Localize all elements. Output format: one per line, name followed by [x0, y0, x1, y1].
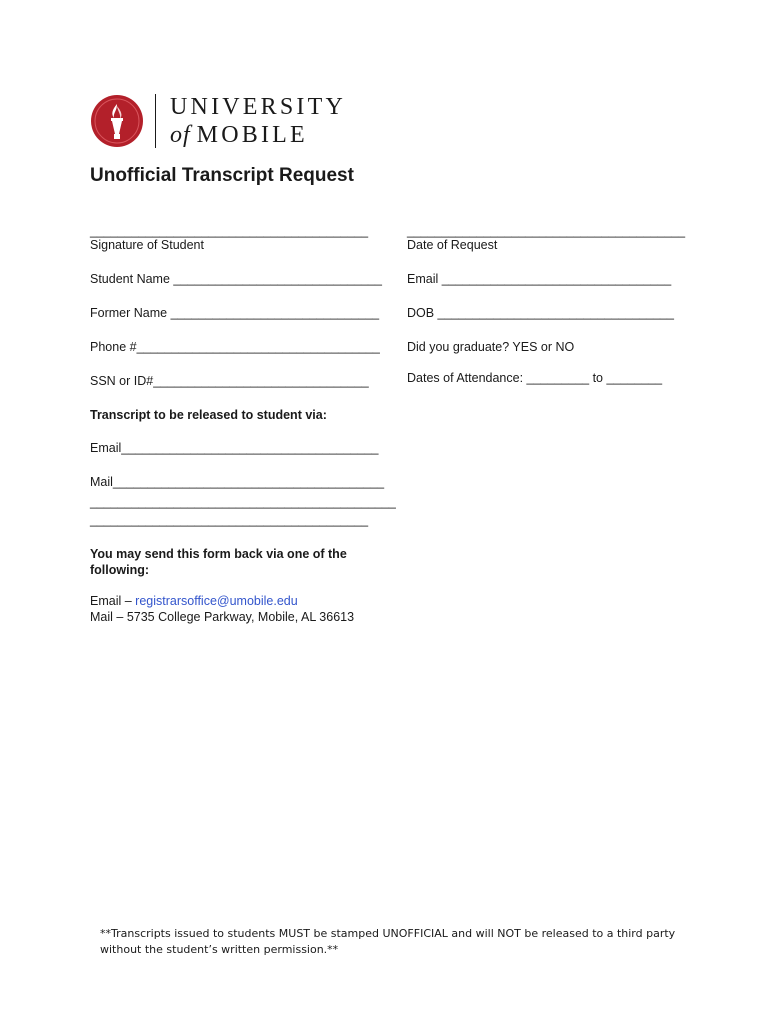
- send-back-email-prefix: Email –: [90, 594, 136, 608]
- release-mail-line-3[interactable]: ________________________________________: [90, 513, 369, 527]
- ssn-id-field[interactable]: SSN or ID#_______________________________: [90, 374, 369, 388]
- email-field[interactable]: Email _________________________________: [407, 272, 672, 286]
- dob-field[interactable]: DOB __________________________________: [407, 306, 674, 320]
- logo-wordmark-university: UNIVERSITY: [170, 94, 346, 120]
- release-email-field[interactable]: Email_____________________________________: [90, 441, 379, 455]
- footnote-disclaimer: **Transcripts issued to students MUST be stamped UNOFFICIAL and will NOT be released to a third party without the student’s written permission.**: [100, 927, 676, 956]
- logo-of-text: of: [170, 122, 191, 148]
- former-name-field[interactable]: Former Name ______________________________: [90, 306, 380, 320]
- page-title: Unofficial Transcript Request: [90, 165, 354, 186]
- logo-wordmark-of-mobile: [170, 122, 308, 149]
- graduated-question[interactable]: Did you graduate? YES or NO: [407, 340, 575, 354]
- student-name-field[interactable]: Student Name ______________________________: [90, 272, 382, 286]
- release-heading: Transcript to be released to student via:: [90, 408, 327, 422]
- phone-field[interactable]: Phone #___________________________________: [90, 340, 380, 354]
- send-back-heading-line-2: following:: [90, 563, 150, 577]
- logo-divider: [155, 94, 156, 148]
- university-seal-logo: [90, 94, 144, 148]
- signature-line[interactable]: ________________________________________: [90, 224, 369, 238]
- signature-label: Signature of Student: [90, 238, 204, 252]
- date-of-request-label: Date of Request: [407, 238, 498, 252]
- send-back-email: [90, 594, 298, 608]
- send-back-heading-line-1: You may send this form back via one of the: [90, 547, 347, 561]
- send-back-mail-address: Mail – 5735 College Parkway, Mobile, AL 36613: [90, 610, 355, 624]
- logo-mobile-text: MOBILE: [196, 122, 308, 148]
- dates-of-attendance-field[interactable]: Dates of Attendance: _________ to ________: [407, 371, 663, 385]
- release-mail-field[interactable]: Mail_______________________________________: [90, 475, 385, 489]
- registrar-email-link[interactable]: registrarsoffice@umobile.edu: [135, 594, 298, 608]
- release-mail-line-2[interactable]: ____________________________________________: [90, 495, 396, 509]
- date-of-request-line[interactable]: ________________________________________: [407, 224, 686, 238]
